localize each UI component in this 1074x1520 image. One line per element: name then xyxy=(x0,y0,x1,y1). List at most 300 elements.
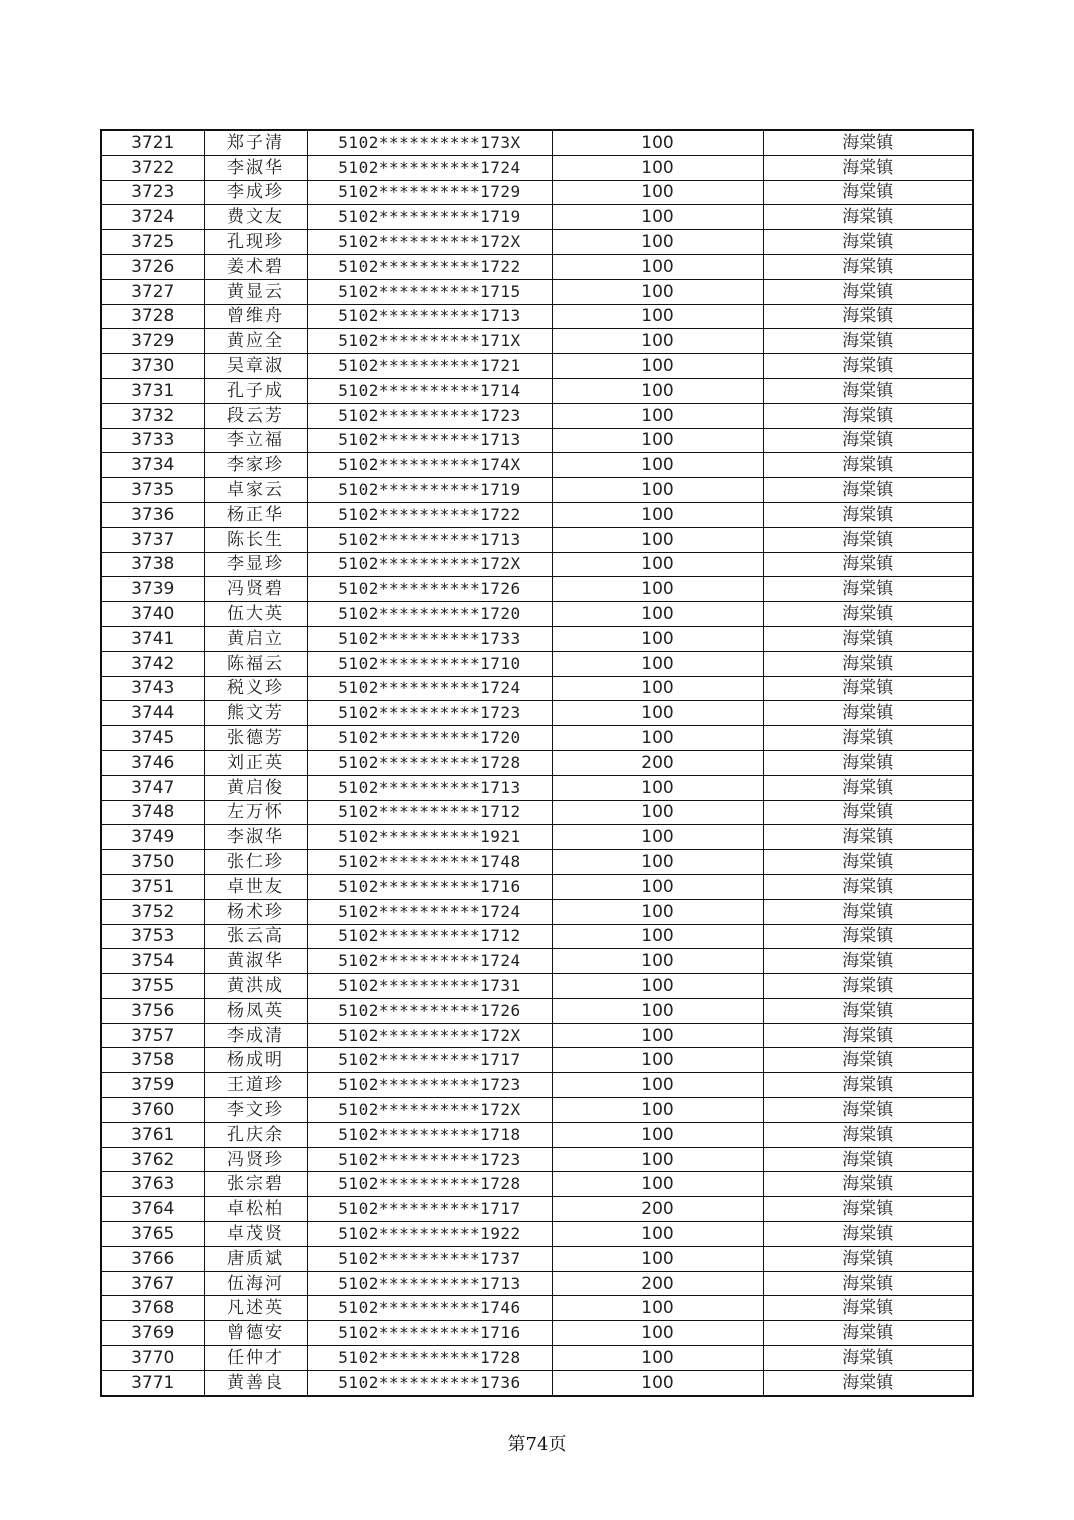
town-cell: 海棠镇 xyxy=(763,1048,973,1073)
name-cell: 刘正英 xyxy=(204,750,307,775)
name-cell: 冯贤珍 xyxy=(204,1147,307,1172)
town-cell: 海棠镇 xyxy=(763,502,973,527)
row-number-cell: 3763 xyxy=(101,1172,204,1197)
table-row xyxy=(101,230,973,255)
table-row xyxy=(101,701,973,726)
name-cell: 李文珍 xyxy=(204,1098,307,1123)
id-number-cell: 5102**********1717 xyxy=(307,1197,552,1222)
row-number-cell: 3765 xyxy=(101,1222,204,1247)
id-number-cell: 5102**********1714 xyxy=(307,378,552,403)
id-number-cell: 5102**********1713 xyxy=(307,527,552,552)
amount-cell: 100 xyxy=(552,230,763,255)
row-number-cell: 3746 xyxy=(101,750,204,775)
table-row xyxy=(101,254,973,279)
amount-cell: 100 xyxy=(552,1222,763,1247)
town-cell: 海棠镇 xyxy=(763,428,973,453)
amount-cell: 100 xyxy=(552,502,763,527)
town-cell: 海棠镇 xyxy=(763,254,973,279)
name-cell: 段云芳 xyxy=(204,403,307,428)
name-cell: 李立福 xyxy=(204,428,307,453)
id-number-cell: 5102**********172X xyxy=(307,1098,552,1123)
row-number-cell: 3756 xyxy=(101,998,204,1023)
name-cell: 唐质斌 xyxy=(204,1246,307,1271)
table-row xyxy=(101,279,973,304)
town-cell: 海棠镇 xyxy=(763,626,973,651)
table-row xyxy=(101,428,973,453)
town-cell: 海棠镇 xyxy=(763,874,973,899)
amount-cell: 100 xyxy=(552,1073,763,1098)
amount-cell: 100 xyxy=(552,1098,763,1123)
amount-cell: 100 xyxy=(552,602,763,627)
row-number-cell: 3770 xyxy=(101,1346,204,1371)
amount-cell: 100 xyxy=(552,701,763,726)
id-number-cell: 5102**********1922 xyxy=(307,1222,552,1247)
amount-cell: 100 xyxy=(552,254,763,279)
table-row xyxy=(101,552,973,577)
name-cell: 黄淑华 xyxy=(204,949,307,974)
amount-cell: 100 xyxy=(552,726,763,751)
town-cell: 海棠镇 xyxy=(763,974,973,999)
amount-cell: 100 xyxy=(552,974,763,999)
amount-cell: 100 xyxy=(552,1172,763,1197)
name-cell: 孔现珍 xyxy=(204,230,307,255)
name-cell: 杨正华 xyxy=(204,502,307,527)
name-cell: 李成清 xyxy=(204,1023,307,1048)
name-cell: 王道珍 xyxy=(204,1073,307,1098)
name-cell: 李家珍 xyxy=(204,453,307,478)
name-cell: 冯贤碧 xyxy=(204,577,307,602)
name-cell: 黄显云 xyxy=(204,279,307,304)
id-number-cell: 5102**********1748 xyxy=(307,850,552,875)
amount-cell: 100 xyxy=(552,1296,763,1321)
id-number-cell: 5102**********1723 xyxy=(307,701,552,726)
name-cell: 陈长生 xyxy=(204,527,307,552)
table-row xyxy=(101,453,973,478)
id-number-cell: 5102**********1716 xyxy=(307,874,552,899)
town-cell: 海棠镇 xyxy=(763,180,973,205)
amount-cell: 100 xyxy=(552,676,763,701)
row-number-cell: 3768 xyxy=(101,1296,204,1321)
name-cell: 张宗碧 xyxy=(204,1172,307,1197)
row-number-cell: 3754 xyxy=(101,949,204,974)
id-number-cell: 5102**********172X xyxy=(307,230,552,255)
id-number-cell: 5102**********174X xyxy=(307,453,552,478)
name-cell: 费文友 xyxy=(204,205,307,230)
name-cell: 张德芳 xyxy=(204,726,307,751)
town-cell: 海棠镇 xyxy=(763,403,973,428)
amount-cell: 100 xyxy=(552,205,763,230)
name-cell: 杨术珍 xyxy=(204,899,307,924)
row-number-cell: 3753 xyxy=(101,924,204,949)
row-number-cell: 3767 xyxy=(101,1271,204,1296)
amount-cell: 100 xyxy=(552,651,763,676)
row-number-cell: 3723 xyxy=(101,180,204,205)
town-cell: 海棠镇 xyxy=(763,304,973,329)
table-row xyxy=(101,205,973,230)
amount-cell: 100 xyxy=(552,180,763,205)
name-cell: 李显珍 xyxy=(204,552,307,577)
amount-cell: 100 xyxy=(552,527,763,552)
id-number-cell: 5102**********1724 xyxy=(307,676,552,701)
id-number-cell: 5102**********1723 xyxy=(307,1147,552,1172)
row-number-cell: 3735 xyxy=(101,478,204,503)
amount-cell: 200 xyxy=(552,1197,763,1222)
amount-cell: 100 xyxy=(552,130,763,155)
row-number-cell: 3734 xyxy=(101,453,204,478)
table-row xyxy=(101,998,973,1023)
town-cell: 海棠镇 xyxy=(763,155,973,180)
id-number-cell: 5102**********1713 xyxy=(307,1271,552,1296)
town-cell: 海棠镇 xyxy=(763,1122,973,1147)
row-number-cell: 3764 xyxy=(101,1197,204,1222)
table-row xyxy=(101,130,973,155)
row-number-cell: 3721 xyxy=(101,130,204,155)
row-number-cell: 3726 xyxy=(101,254,204,279)
amount-cell: 100 xyxy=(552,279,763,304)
id-number-cell: 5102**********1713 xyxy=(307,304,552,329)
table-row xyxy=(101,974,973,999)
table-row xyxy=(101,726,973,751)
row-number-cell: 3724 xyxy=(101,205,204,230)
amount-cell: 100 xyxy=(552,924,763,949)
roster-table xyxy=(100,129,974,1397)
table-row xyxy=(101,1222,973,1247)
town-cell: 海棠镇 xyxy=(763,130,973,155)
roster-body xyxy=(101,130,973,1396)
name-cell: 李成珍 xyxy=(204,180,307,205)
amount-cell: 100 xyxy=(552,1122,763,1147)
table-row xyxy=(101,1271,973,1296)
town-cell: 海棠镇 xyxy=(763,1222,973,1247)
town-cell: 海棠镇 xyxy=(763,1346,973,1371)
town-cell: 海棠镇 xyxy=(763,775,973,800)
row-number-cell: 3741 xyxy=(101,626,204,651)
table-row xyxy=(101,850,973,875)
row-number-cell: 3749 xyxy=(101,825,204,850)
row-number-cell: 3769 xyxy=(101,1321,204,1346)
row-number-cell: 3755 xyxy=(101,974,204,999)
id-number-cell: 5102**********1746 xyxy=(307,1296,552,1321)
name-cell: 黄洪成 xyxy=(204,974,307,999)
id-number-cell: 5102**********1921 xyxy=(307,825,552,850)
table-row xyxy=(101,800,973,825)
id-number-cell: 5102**********1726 xyxy=(307,998,552,1023)
id-number-cell: 5102**********1726 xyxy=(307,577,552,602)
table-row xyxy=(101,874,973,899)
row-number-cell: 3732 xyxy=(101,403,204,428)
row-number-cell: 3738 xyxy=(101,552,204,577)
id-number-cell: 5102**********1721 xyxy=(307,354,552,379)
name-cell: 姜术碧 xyxy=(204,254,307,279)
name-cell: 郑子清 xyxy=(204,130,307,155)
table-row xyxy=(101,775,973,800)
row-number-cell: 3728 xyxy=(101,304,204,329)
town-cell: 海棠镇 xyxy=(763,1321,973,1346)
id-number-cell: 5102**********1728 xyxy=(307,1346,552,1371)
amount-cell: 100 xyxy=(552,626,763,651)
table-row xyxy=(101,651,973,676)
table-row xyxy=(101,1048,973,1073)
id-number-cell: 5102**********1719 xyxy=(307,205,552,230)
id-number-cell: 5102**********1728 xyxy=(307,750,552,775)
town-cell: 海棠镇 xyxy=(763,651,973,676)
row-number-cell: 3730 xyxy=(101,354,204,379)
row-number-cell: 3742 xyxy=(101,651,204,676)
id-number-cell: 5102**********172X xyxy=(307,552,552,577)
id-number-cell: 5102**********172X xyxy=(307,1023,552,1048)
table-row xyxy=(101,1296,973,1321)
name-cell: 黄启立 xyxy=(204,626,307,651)
town-cell: 海棠镇 xyxy=(763,998,973,1023)
amount-cell: 100 xyxy=(552,354,763,379)
amount-cell: 100 xyxy=(552,403,763,428)
town-cell: 海棠镇 xyxy=(763,1023,973,1048)
id-number-cell: 5102**********1713 xyxy=(307,775,552,800)
name-cell: 吴章淑 xyxy=(204,354,307,379)
id-number-cell: 5102**********1733 xyxy=(307,626,552,651)
row-number-cell: 3751 xyxy=(101,874,204,899)
name-cell: 张仁珍 xyxy=(204,850,307,875)
name-cell: 熊文芳 xyxy=(204,701,307,726)
table-row xyxy=(101,924,973,949)
amount-cell: 100 xyxy=(552,378,763,403)
amount-cell: 100 xyxy=(552,998,763,1023)
town-cell: 海棠镇 xyxy=(763,899,973,924)
name-cell: 曾维舟 xyxy=(204,304,307,329)
amount-cell: 100 xyxy=(552,478,763,503)
name-cell: 卓世友 xyxy=(204,874,307,899)
row-number-cell: 3743 xyxy=(101,676,204,701)
amount-cell: 100 xyxy=(552,850,763,875)
row-number-cell: 3748 xyxy=(101,800,204,825)
amount-cell: 100 xyxy=(552,329,763,354)
name-cell: 李淑华 xyxy=(204,155,307,180)
name-cell: 凡述英 xyxy=(204,1296,307,1321)
id-number-cell: 5102**********1737 xyxy=(307,1246,552,1271)
page-number: 第74页 xyxy=(507,1434,567,1455)
row-number-cell: 3729 xyxy=(101,329,204,354)
table-row xyxy=(101,527,973,552)
row-number-cell: 3745 xyxy=(101,726,204,751)
name-cell: 张云高 xyxy=(204,924,307,949)
amount-cell: 100 xyxy=(552,552,763,577)
amount-cell: 100 xyxy=(552,1321,763,1346)
id-number-cell: 5102**********1723 xyxy=(307,1073,552,1098)
town-cell: 海棠镇 xyxy=(763,329,973,354)
name-cell: 孔庆余 xyxy=(204,1122,307,1147)
name-cell: 李淑华 xyxy=(204,825,307,850)
town-cell: 海棠镇 xyxy=(763,527,973,552)
id-number-cell: 5102**********1712 xyxy=(307,800,552,825)
table-row xyxy=(101,329,973,354)
table-row xyxy=(101,502,973,527)
table-row xyxy=(101,626,973,651)
town-cell: 海棠镇 xyxy=(763,1073,973,1098)
name-cell: 黄启俊 xyxy=(204,775,307,800)
name-cell: 卓松柏 xyxy=(204,1197,307,1222)
id-number-cell: 5102**********1724 xyxy=(307,949,552,974)
name-cell: 黄应全 xyxy=(204,329,307,354)
amount-cell: 200 xyxy=(552,1271,763,1296)
town-cell: 海棠镇 xyxy=(763,279,973,304)
town-cell: 海棠镇 xyxy=(763,378,973,403)
table-row xyxy=(101,750,973,775)
table-row xyxy=(101,1172,973,1197)
table-row xyxy=(101,354,973,379)
row-number-cell: 3759 xyxy=(101,1073,204,1098)
table-row xyxy=(101,899,973,924)
town-cell: 海棠镇 xyxy=(763,676,973,701)
table-row xyxy=(101,1246,973,1271)
table-row xyxy=(101,304,973,329)
id-number-cell: 5102**********1712 xyxy=(307,924,552,949)
name-cell: 孔子成 xyxy=(204,378,307,403)
town-cell: 海棠镇 xyxy=(763,1197,973,1222)
town-cell: 海棠镇 xyxy=(763,1296,973,1321)
row-number-cell: 3740 xyxy=(101,602,204,627)
row-number-cell: 3752 xyxy=(101,899,204,924)
table-row xyxy=(101,180,973,205)
town-cell: 海棠镇 xyxy=(763,1246,973,1271)
name-cell: 卓家云 xyxy=(204,478,307,503)
table-row xyxy=(101,1122,973,1147)
id-number-cell: 5102**********1720 xyxy=(307,726,552,751)
row-number-cell: 3747 xyxy=(101,775,204,800)
row-number-cell: 3731 xyxy=(101,378,204,403)
table-row xyxy=(101,478,973,503)
town-cell: 海棠镇 xyxy=(763,577,973,602)
name-cell: 税义珍 xyxy=(204,676,307,701)
town-cell: 海棠镇 xyxy=(763,825,973,850)
table-row xyxy=(101,1147,973,1172)
amount-cell: 100 xyxy=(552,1370,763,1395)
amount-cell: 100 xyxy=(552,577,763,602)
table-row xyxy=(101,602,973,627)
amount-cell: 100 xyxy=(552,1346,763,1371)
row-number-cell: 3750 xyxy=(101,850,204,875)
town-cell: 海棠镇 xyxy=(763,230,973,255)
amount-cell: 100 xyxy=(552,949,763,974)
id-number-cell: 5102**********1720 xyxy=(307,602,552,627)
table-row xyxy=(101,676,973,701)
amount-cell: 100 xyxy=(552,800,763,825)
row-number-cell: 3733 xyxy=(101,428,204,453)
id-number-cell: 5102**********1717 xyxy=(307,1048,552,1073)
id-number-cell: 5102**********1729 xyxy=(307,180,552,205)
row-number-cell: 3722 xyxy=(101,155,204,180)
id-number-cell: 5102**********1722 xyxy=(307,254,552,279)
amount-cell: 100 xyxy=(552,155,763,180)
name-cell: 杨成明 xyxy=(204,1048,307,1073)
amount-cell: 100 xyxy=(552,825,763,850)
amount-cell: 100 xyxy=(552,874,763,899)
row-number-cell: 3739 xyxy=(101,577,204,602)
row-number-cell: 3727 xyxy=(101,279,204,304)
name-cell: 左万怀 xyxy=(204,800,307,825)
name-cell: 杨凤英 xyxy=(204,998,307,1023)
table-row xyxy=(101,378,973,403)
table-row xyxy=(101,825,973,850)
amount-cell: 100 xyxy=(552,899,763,924)
name-cell: 卓茂贤 xyxy=(204,1222,307,1247)
table-row xyxy=(101,1098,973,1123)
table-row xyxy=(101,1321,973,1346)
name-cell: 伍海河 xyxy=(204,1271,307,1296)
name-cell: 任仲才 xyxy=(204,1346,307,1371)
amount-cell: 100 xyxy=(552,1048,763,1073)
id-number-cell: 5102**********1728 xyxy=(307,1172,552,1197)
id-number-cell: 5102**********1715 xyxy=(307,279,552,304)
amount-cell: 100 xyxy=(552,1147,763,1172)
row-number-cell: 3766 xyxy=(101,1246,204,1271)
table-row xyxy=(101,1073,973,1098)
row-number-cell: 3744 xyxy=(101,701,204,726)
table-row xyxy=(101,949,973,974)
table-row xyxy=(101,403,973,428)
town-cell: 海棠镇 xyxy=(763,1172,973,1197)
town-cell: 海棠镇 xyxy=(763,1271,973,1296)
row-number-cell: 3761 xyxy=(101,1122,204,1147)
name-cell: 陈福云 xyxy=(204,651,307,676)
town-cell: 海棠镇 xyxy=(763,602,973,627)
table-row xyxy=(101,1370,973,1395)
row-number-cell: 3762 xyxy=(101,1147,204,1172)
name-cell: 伍大英 xyxy=(204,602,307,627)
town-cell: 海棠镇 xyxy=(763,924,973,949)
table-row xyxy=(101,577,973,602)
row-number-cell: 3757 xyxy=(101,1023,204,1048)
name-cell: 黄善良 xyxy=(204,1370,307,1395)
id-number-cell: 5102**********173X xyxy=(307,130,552,155)
table-row xyxy=(101,1346,973,1371)
town-cell: 海棠镇 xyxy=(763,726,973,751)
id-number-cell: 5102**********1724 xyxy=(307,899,552,924)
amount-cell: 100 xyxy=(552,453,763,478)
name-cell: 曾德安 xyxy=(204,1321,307,1346)
amount-cell: 100 xyxy=(552,775,763,800)
town-cell: 海棠镇 xyxy=(763,354,973,379)
town-cell: 海棠镇 xyxy=(763,800,973,825)
town-cell: 海棠镇 xyxy=(763,1370,973,1395)
table-row xyxy=(101,1023,973,1048)
row-number-cell: 3737 xyxy=(101,527,204,552)
town-cell: 海棠镇 xyxy=(763,949,973,974)
id-number-cell: 5102**********1710 xyxy=(307,651,552,676)
town-cell: 海棠镇 xyxy=(763,750,973,775)
town-cell: 海棠镇 xyxy=(763,205,973,230)
id-number-cell: 5102**********1723 xyxy=(307,403,552,428)
town-cell: 海棠镇 xyxy=(763,552,973,577)
id-number-cell: 5102**********1716 xyxy=(307,1321,552,1346)
town-cell: 海棠镇 xyxy=(763,850,973,875)
id-number-cell: 5102**********1736 xyxy=(307,1370,552,1395)
town-cell: 海棠镇 xyxy=(763,701,973,726)
town-cell: 海棠镇 xyxy=(763,453,973,478)
id-number-cell: 5102**********1719 xyxy=(307,478,552,503)
id-number-cell: 5102**********171X xyxy=(307,329,552,354)
row-number-cell: 3758 xyxy=(101,1048,204,1073)
id-number-cell: 5102**********1722 xyxy=(307,502,552,527)
amount-cell: 100 xyxy=(552,304,763,329)
table-row xyxy=(101,155,973,180)
row-number-cell: 3760 xyxy=(101,1098,204,1123)
amount-cell: 100 xyxy=(552,1246,763,1271)
amount-cell: 100 xyxy=(552,428,763,453)
town-cell: 海棠镇 xyxy=(763,1098,973,1123)
id-number-cell: 5102**********1713 xyxy=(307,428,552,453)
row-number-cell: 3771 xyxy=(101,1370,204,1395)
amount-cell: 200 xyxy=(552,750,763,775)
